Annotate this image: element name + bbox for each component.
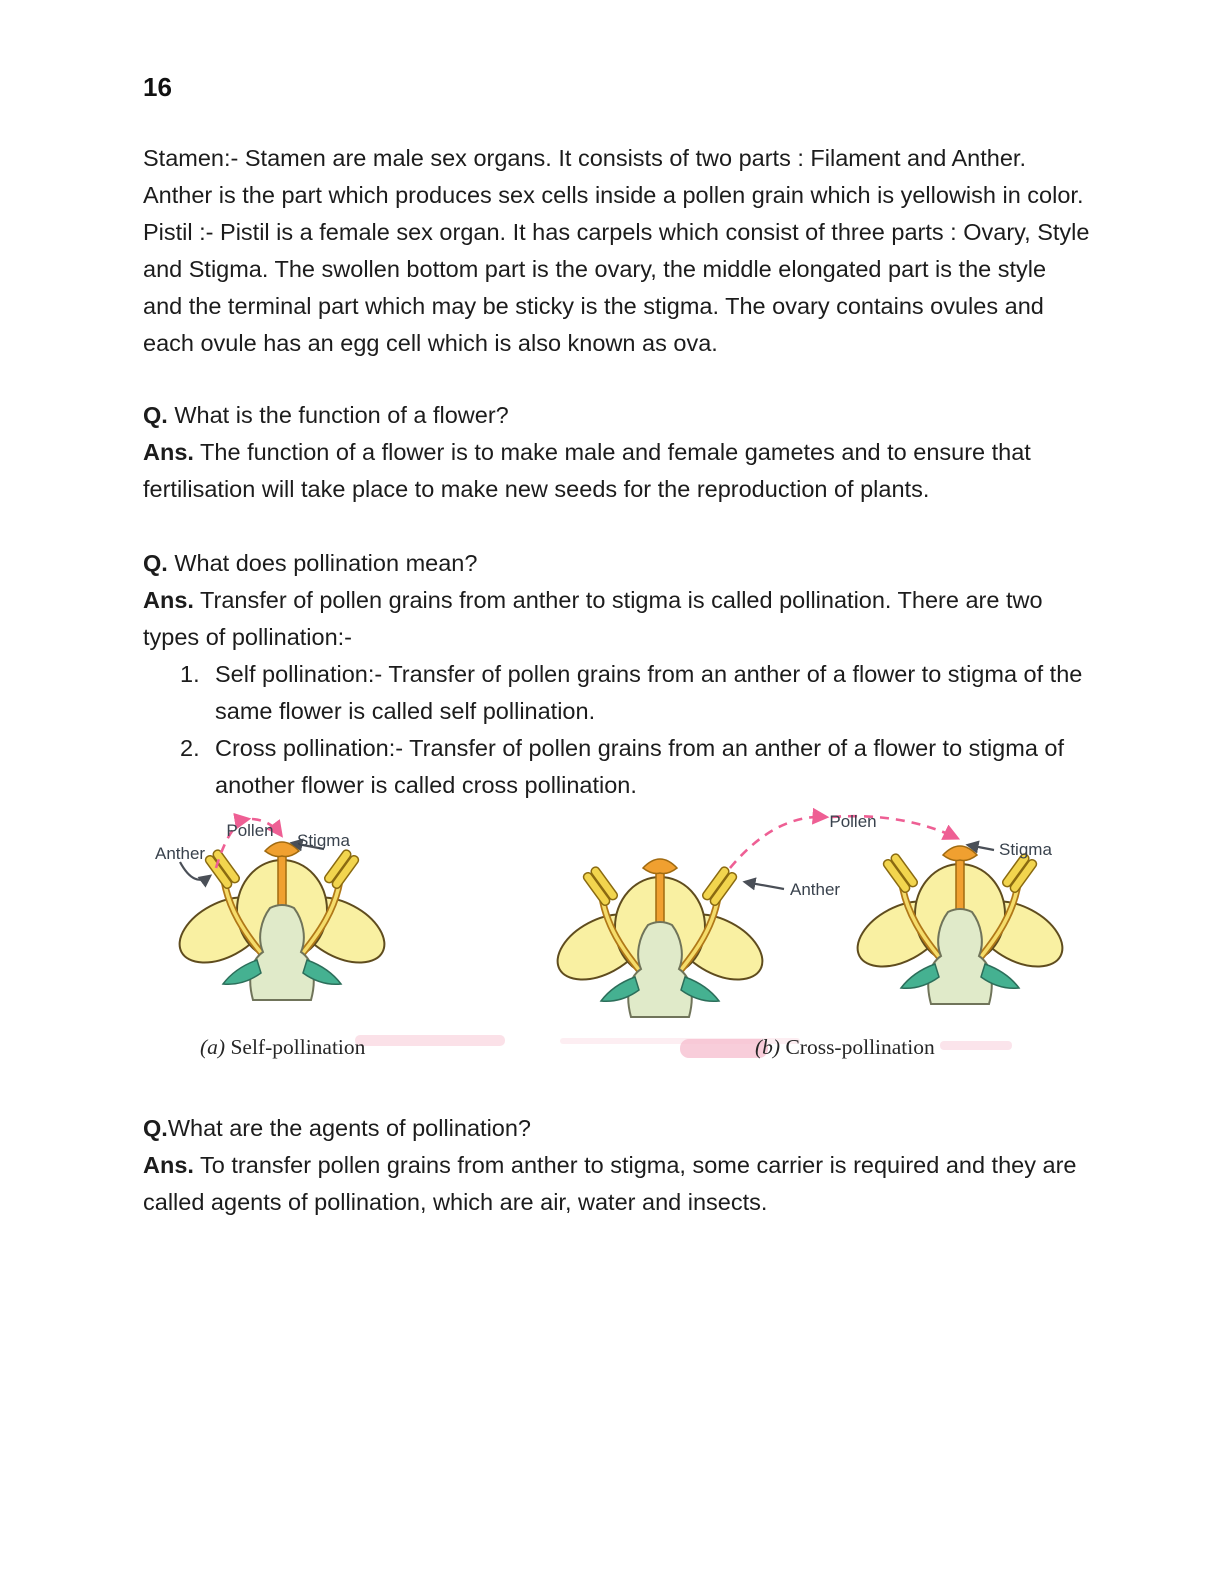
anther-pointer-arrow	[745, 882, 784, 889]
pollen-label: Pollen	[829, 812, 877, 831]
anther-label: Anther	[790, 880, 841, 899]
qa-agents-of-pollination	[143, 1110, 1091, 1221]
pollen-transfer-arrow-cross	[730, 817, 826, 868]
answer-label: Ans.	[143, 439, 194, 465]
list-item-text: Self pollination:- Transfer of pollen grains from an anther of a flower to stigma of the same flower is called self pollination.	[215, 661, 1083, 724]
list-item-text: Cross pollination:- Transfer of pollen grains from an anther of a flower to stigma of another flower is called cross pollination.	[215, 735, 1065, 798]
question-text: What is the function of a flower?	[167, 402, 509, 428]
question-line	[143, 397, 1091, 434]
answer-text: To transfer pollen grains from anther to stigma, some carrier is required and they are called agents of pollination, which are air, water and insects.	[143, 1152, 1077, 1215]
highlight-smudge	[940, 1041, 1012, 1050]
page-number: 16	[143, 72, 172, 102]
answer-line	[143, 434, 1091, 508]
flower-cross-right	[847, 846, 1073, 1004]
question-label: Q.	[143, 1115, 168, 1141]
question-line	[143, 545, 1091, 582]
flower-self-pollination	[169, 842, 395, 1000]
anther-pointer-arrow	[180, 862, 210, 880]
question-label: Q.	[143, 402, 168, 428]
highlight-smudge	[355, 1035, 505, 1046]
answer-text: Transfer of pollen grains from anther to stigma is called pollination. There are two types of pollination:-	[143, 587, 1043, 650]
list-number: 1.	[180, 661, 200, 687]
question-text: What are the agents of pollination?	[167, 1115, 531, 1141]
pollination-diagram-svg	[120, 804, 1210, 1070]
stigma-pointer-arrow	[968, 845, 994, 850]
stigma-label: Stigma	[999, 840, 1052, 859]
qa-function-of-flower	[143, 397, 1091, 508]
paragraph-stamen: Stamen:- Stamen are male sex organs. It consists of two parts : Filament and Anther. Anther is the part which produces sex cells inside a pollen grain which is yellowish in color.	[143, 145, 1084, 208]
answer-line	[143, 582, 1091, 656]
answer-text: The function of a flower is to make male and female gametes and to ensure that fertilisation will take place to make new seeds for the reproduction of plants.	[143, 439, 1031, 502]
list-item-self-pollination	[143, 656, 1091, 730]
pollination-diagram	[143, 804, 1091, 1070]
paragraph-pistil: Pistil :- Pistil is a female sex organ. It has carpels which consist of three parts : Ovary, Style and Stigma. The swollen bottom part is the ovary, the middle elongated part is the style and the terminal part which may be sticky is the stigma. The ovary contains ovules and each ovule has an egg cell which is also known as ova.	[143, 219, 1090, 356]
qa-pollination-meaning	[143, 545, 1091, 656]
answer-label: Ans.	[143, 587, 194, 613]
anther-label: Anther	[155, 844, 206, 863]
page-content	[143, 140, 1091, 1221]
flower-cross-left	[547, 859, 773, 1017]
caption-self-pollination: (a) Self-pollination	[200, 1035, 366, 1059]
pollen-label: Pollen	[226, 821, 274, 840]
list-item-cross-pollination	[143, 730, 1091, 804]
question-label: Q.	[143, 550, 168, 576]
caption-cross-pollination: (b) Cross-pollination	[755, 1035, 935, 1059]
answer-line	[143, 1147, 1091, 1221]
question-line	[143, 1110, 1091, 1147]
answer-label: Ans.	[143, 1152, 194, 1178]
list-number: 2.	[180, 735, 200, 761]
stigma-label: Stigma	[297, 831, 350, 850]
question-text: What does pollination mean?	[167, 550, 478, 576]
pollination-types-list	[143, 656, 1091, 804]
